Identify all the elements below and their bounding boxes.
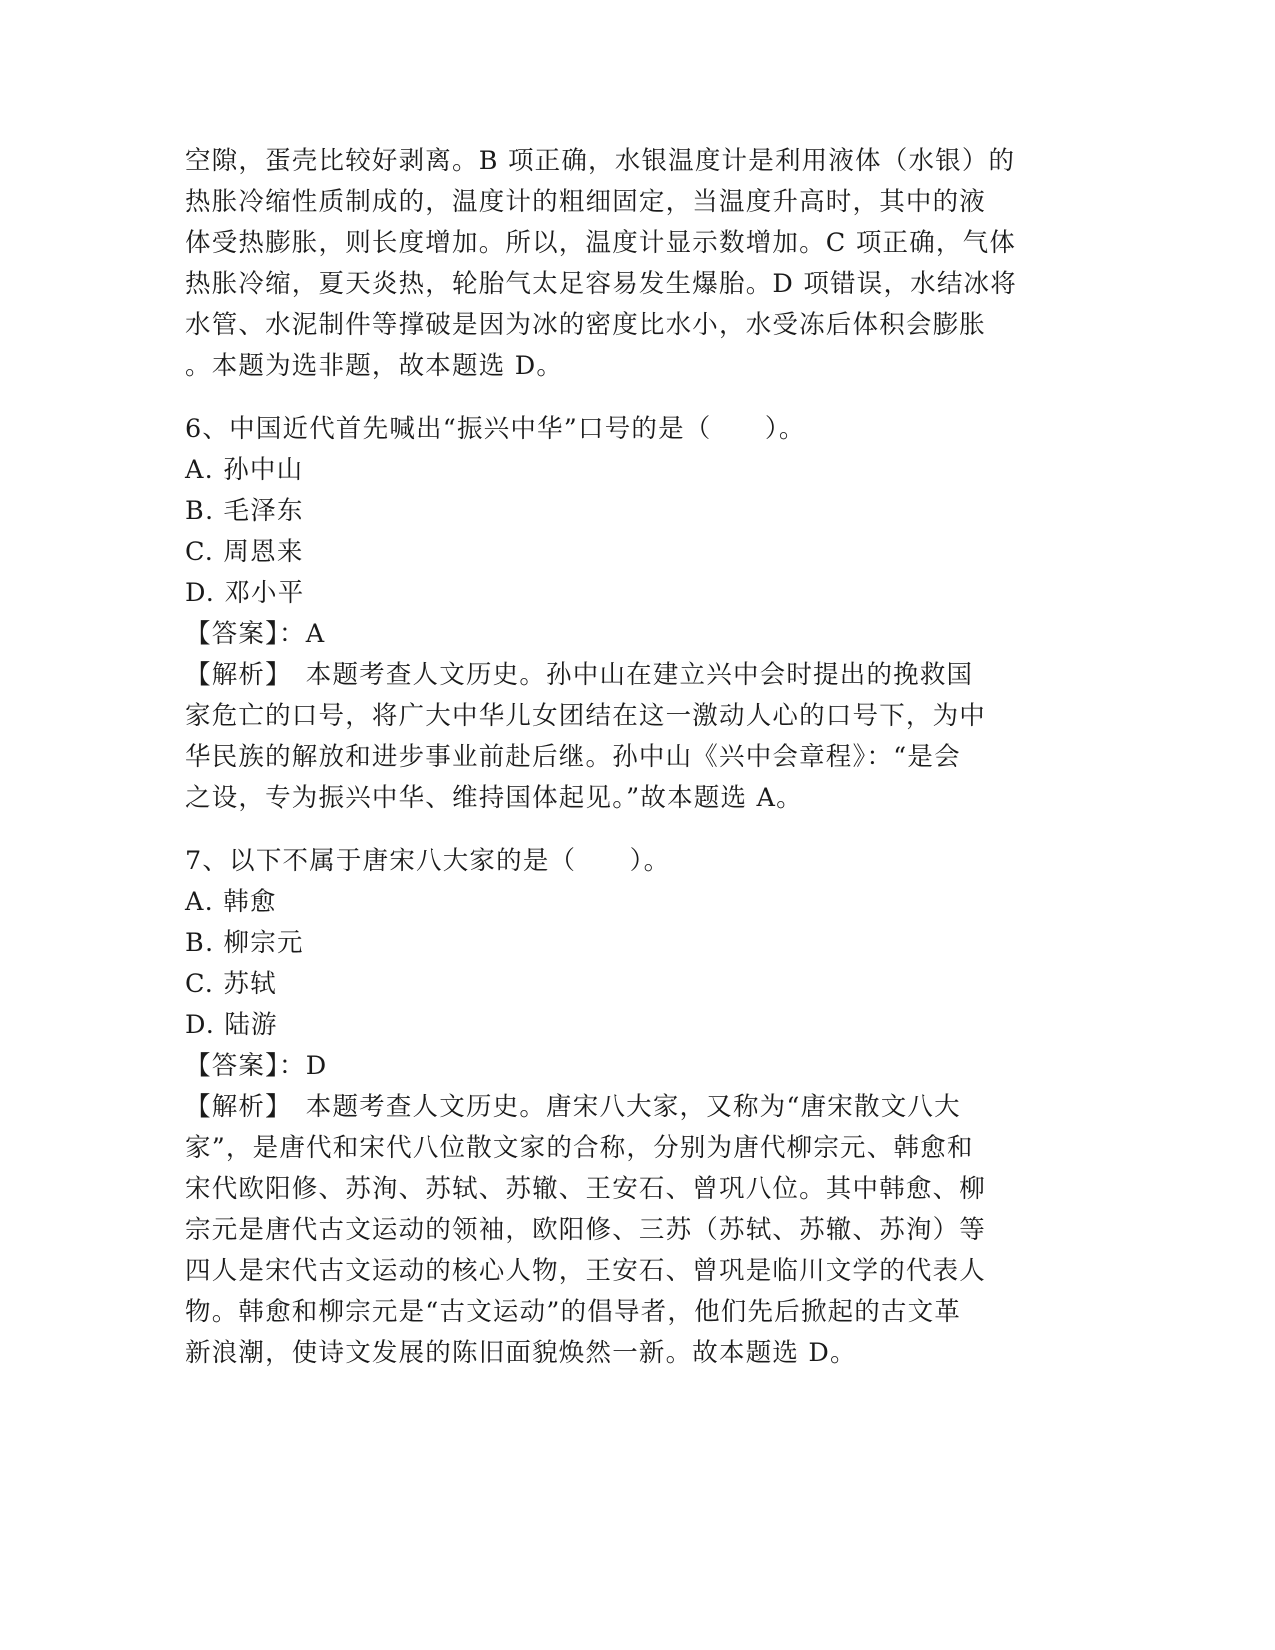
question-7-option-a: A. 韩愈 [185, 887, 277, 917]
question-6-analysis-line: 家危亡的口号，将广大中华儿女团结在这一激动人心的口号下，为中 [185, 701, 987, 731]
intro-line: 体受热膨胀，则长度增加。所以，温度计显示数增加。C 项正确，气体 [185, 228, 1017, 258]
question-6-analysis-line: 华民族的解放和进步事业前赴后继。孙中山《兴中会章程》：“是会 [185, 742, 961, 772]
question-6-option-a: A. 孙中山 [185, 455, 304, 485]
question-7-answer: 【答案】：D [185, 1051, 328, 1081]
question-7-analysis-line: 家”，是唐代和宋代八位散文家的合称，分别为唐代柳宗元、韩愈和 [185, 1133, 974, 1163]
question-6-option-d: D. 邓小平 [185, 578, 305, 608]
question-6-option-b: B. 毛泽东 [185, 496, 304, 526]
question-7-analysis-line: 新浪潮，使诗文发展的陈旧面貌焕然一新。故本题选 D。 [185, 1338, 857, 1368]
question-6-analysis-line: 【解析】 本题考查人文历史。孙中山在建立兴中会时提出的挽救国 [185, 660, 974, 690]
question-7-option-c: C. 苏轼 [185, 969, 277, 999]
question-7-analysis-line: 【解析】 本题考查人文历史。唐宋八大家，又称为“唐宋散文八大 [185, 1092, 961, 1122]
intro-line: 。本题为选非题，故本题选 D。 [185, 351, 564, 381]
question-7-analysis-line: 物。韩愈和柳宗元是“古文运动”的倡导者，他们先后掀起的古文革 [185, 1297, 962, 1327]
intro-line: 热胀冷缩性质制成的，温度计的粗细固定，当温度升高时，其中的液 [185, 187, 987, 217]
question-7-analysis-line: 宗元是唐代古文运动的领袖，欧阳修、三苏（苏轼、苏辙、苏洵）等 [185, 1215, 987, 1245]
question-7-analysis-line: 宋代欧阳修、苏洵、苏轼、苏辙、王安石、曾巩八位。其中韩愈、柳 [185, 1174, 987, 1204]
question-7-analysis-line: 四人是宋代古文运动的核心人物，王安石、曾巩是临川文学的代表人 [185, 1256, 987, 1286]
question-6-stem: 6、中国近代首先喊出“振兴中华”口号的是（ ）。 [185, 414, 806, 444]
question-6-answer: 【答案】：A [185, 619, 326, 649]
intro-line: 热胀冷缩，夏天炎热，轮胎气太足容易发生爆胎。D 项错误，水结冰将 [185, 269, 1017, 299]
intro-line: 空隙，蛋壳比较好剥离。B 项正确，水银温度计是利用液体（水银）的 [185, 146, 1016, 176]
question-7-option-d: D. 陆游 [185, 1010, 278, 1040]
question-7-stem: 7、以下不属于唐宋八大家的是（ ）。 [185, 846, 671, 876]
intro-line: 水管、水泥制件等撑破是因为冰的密度比水小，水受冻后体积会膨胀 [185, 310, 987, 340]
question-6-analysis-line: 之设，专为振兴中华、维持国体起见。”故本题选 A。 [185, 783, 803, 813]
question-6-option-c: C. 周恩来 [185, 537, 304, 567]
question-7-option-b: B. 柳宗元 [185, 928, 304, 958]
